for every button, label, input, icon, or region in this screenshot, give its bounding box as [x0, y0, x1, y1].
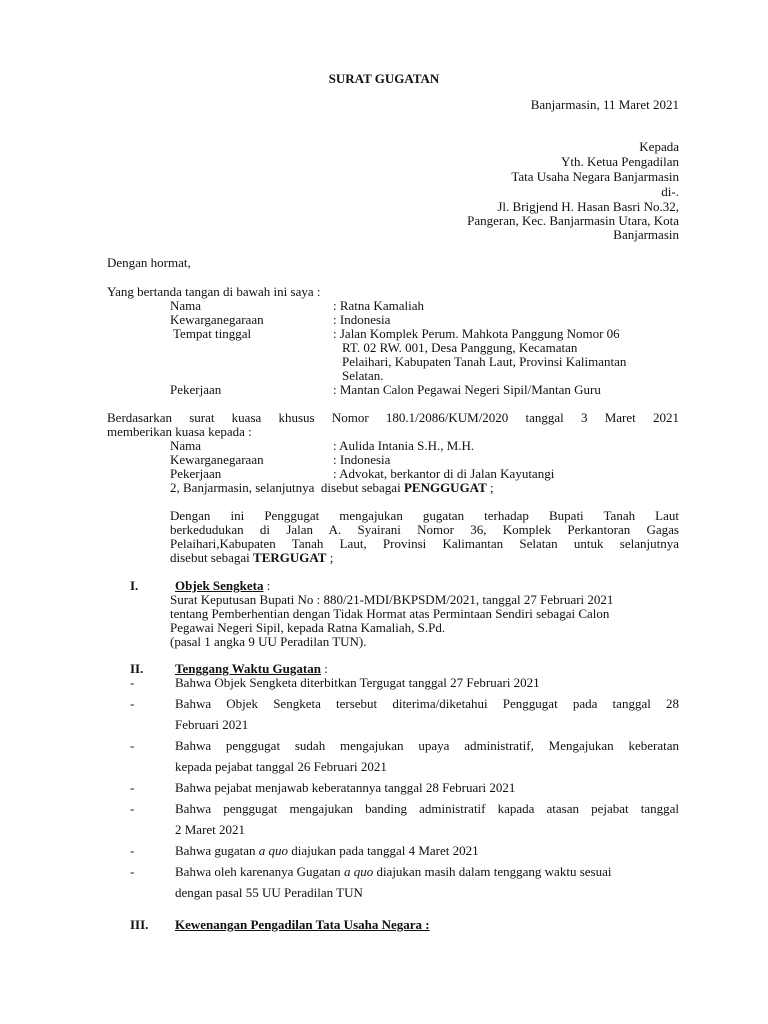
- field-value: : Ratna Kamaliah: [333, 298, 424, 313]
- text-run: 2, Banjarmasin, selanjutnya disebut sebagai: [170, 480, 404, 495]
- field-value: : Indonesia: [333, 312, 391, 327]
- text-run: ;: [326, 550, 334, 565]
- recipient-line: Tata Usaha Negara Banjarmasin: [511, 169, 679, 184]
- list-item: Bahwa Objek Sengketa tersebut diterima/diketahui Penggugat pada tanggal 28: [175, 696, 679, 711]
- list-item: Bahwa Objek Sengketa diterbitkan Tergugat tanggal 27 Februari 2021: [175, 675, 540, 690]
- italic-run: a quo: [258, 843, 289, 858]
- list-item-cont: dengan pasal 55 UU Peradilan TUN: [175, 885, 363, 900]
- field-label: Nama: [170, 438, 202, 453]
- greeting: Dengan hormat,: [107, 255, 191, 270]
- field-label: Kewarganegaraan: [170, 452, 264, 467]
- text-run: diajukan masih dalam tenggang waktu sesuai: [373, 864, 612, 879]
- bullet-dash: -: [130, 864, 135, 879]
- heading-text: Objek Sengketa: [175, 578, 264, 593]
- text-run: diajukan pada tanggal 4 Maret 2021: [288, 843, 479, 858]
- paragraph-line: tentang Pemberhentian dengan Tidak Hormat atas Permintaan Sendiri sebagai Calon: [170, 606, 610, 621]
- letter-title: SURAT GUGATAN: [328, 71, 440, 86]
- field-value: Selatan.: [342, 368, 384, 383]
- list-item: [175, 865, 679, 879]
- list-item-cont: 2 Maret 2021: [175, 822, 246, 837]
- field-label: Pekerjaan: [170, 382, 222, 397]
- paragraph-line: memberikan kuasa kepada :: [107, 424, 252, 439]
- field-label: Tempat tinggal: [170, 326, 252, 341]
- bullet-dash: -: [130, 801, 135, 816]
- field-value: : Indonesia: [333, 452, 391, 467]
- list-item: Bahwa pejabat menjawab keberatannya tanggal 28 Februari 2021: [175, 780, 516, 795]
- paragraph-line: [170, 481, 494, 495]
- text-run: disebut sebagai: [170, 550, 254, 565]
- paragraph-line: Dengan ini Penggugat mengajukan gugatan terhadap Bupati Tanah Laut: [170, 508, 679, 523]
- bullet-dash: -: [130, 696, 135, 711]
- place-date: Banjarmasin, 11 Maret 2021: [530, 97, 679, 112]
- recipient-line: di-.: [661, 184, 679, 199]
- paragraph-line: [170, 551, 333, 565]
- field-label: Kewarganegaraan: [170, 312, 264, 327]
- recipient-line: Jl. Brigjend H. Hasan Basri No.32,: [497, 199, 679, 214]
- section-number: III.: [130, 917, 149, 932]
- recipient-line: Yth. Ketua Pengadilan: [560, 154, 679, 169]
- paragraph-line: (pasal 1 angka 9 UU Peradilan TUN).: [170, 634, 367, 649]
- list-item: Bahwa penggugat mengajukan banding administratif kapada atasan pejabat tanggal: [175, 801, 679, 816]
- list-item: Bahwa penggugat sudah mengajukan upaya administratif, Mengajukan keberatan: [175, 738, 679, 753]
- field-value: RT. 02 RW. 001, Desa Panggung, Kecamatan: [342, 340, 578, 355]
- text-run: Bahwa gugatan: [175, 843, 259, 858]
- section-heading: Kewenangan Pengadilan Tata Usaha Negara :: [175, 917, 430, 932]
- penggugat-label: PENGGUGAT: [403, 480, 487, 495]
- section-heading: [175, 662, 328, 676]
- field-value: Pelaihari, Kabupaten Tanah Laut, Provinsi Kalimantan: [342, 354, 627, 369]
- paragraph-line: Berdasarkan surat kuasa khusus Nomor 180.1/2086/KUM/2020 tanggal 3 Maret 2021: [107, 410, 679, 425]
- field-value: : Aulida Intania S.H., M.H.: [333, 438, 475, 453]
- text-run: ;: [486, 480, 494, 495]
- italic-run: a quo: [343, 864, 374, 879]
- text-run: :: [320, 661, 328, 676]
- bullet-dash: -: [130, 675, 135, 690]
- paragraph-line: Pelaihari,Kabupaten Tanah Laut, Provinsi Kalimantan Selatan untuk selanjutnya: [170, 536, 679, 551]
- field-label: Nama: [170, 298, 202, 313]
- bullet-dash: -: [130, 780, 135, 795]
- bullet-dash: -: [130, 843, 135, 858]
- text-run: :: [263, 578, 271, 593]
- recipient-line: Kepada: [639, 139, 679, 154]
- heading-text: Tenggang Waktu Gugatan: [175, 661, 321, 676]
- paragraph-line: Surat Keputusan Bupati No : 880/21-MDI/BKPSDM/2021, tanggal 27 Februari 2021: [170, 592, 614, 607]
- list-item: [175, 844, 479, 858]
- field-label: Pekerjaan: [170, 466, 222, 481]
- paragraph-line: berkedudukan di Jalan A. Syairani Nomor 36, Komplek Perkantoran Gagas: [170, 522, 679, 537]
- text-run: Bahwa oleh karenanya Gugatan: [175, 864, 344, 879]
- list-item-cont: kepada pejabat tanggal 26 Februari 2021: [175, 759, 387, 774]
- field-value: : Advokat, berkantor di di Jalan Kayutangi: [333, 466, 555, 481]
- bullet-dash: -: [130, 738, 135, 753]
- section-heading: [175, 579, 270, 593]
- paragraph-line: Pegawai Negeri Sipil, kepada Ratna Kamaliah, S.Pd.: [170, 620, 446, 635]
- section-number: I.: [130, 578, 139, 593]
- field-value: : Jalan Komplek Perum. Mahkota Panggung Nomor 06: [333, 326, 620, 341]
- field-value: : Mantan Calon Pegawai Negeri Sipil/Mantan Guru: [333, 382, 601, 397]
- tergugat-label: TERGUGAT: [253, 550, 327, 565]
- section-number: II.: [130, 661, 144, 676]
- intro-text: Yang bertanda tangan di bawah ini saya :: [107, 284, 321, 299]
- recipient-line: Pangeran, Kec. Banjarmasin Utara, Kota: [467, 213, 679, 228]
- recipient-line: Banjarmasin: [613, 227, 679, 242]
- list-item-cont: Februari 2021: [175, 717, 249, 732]
